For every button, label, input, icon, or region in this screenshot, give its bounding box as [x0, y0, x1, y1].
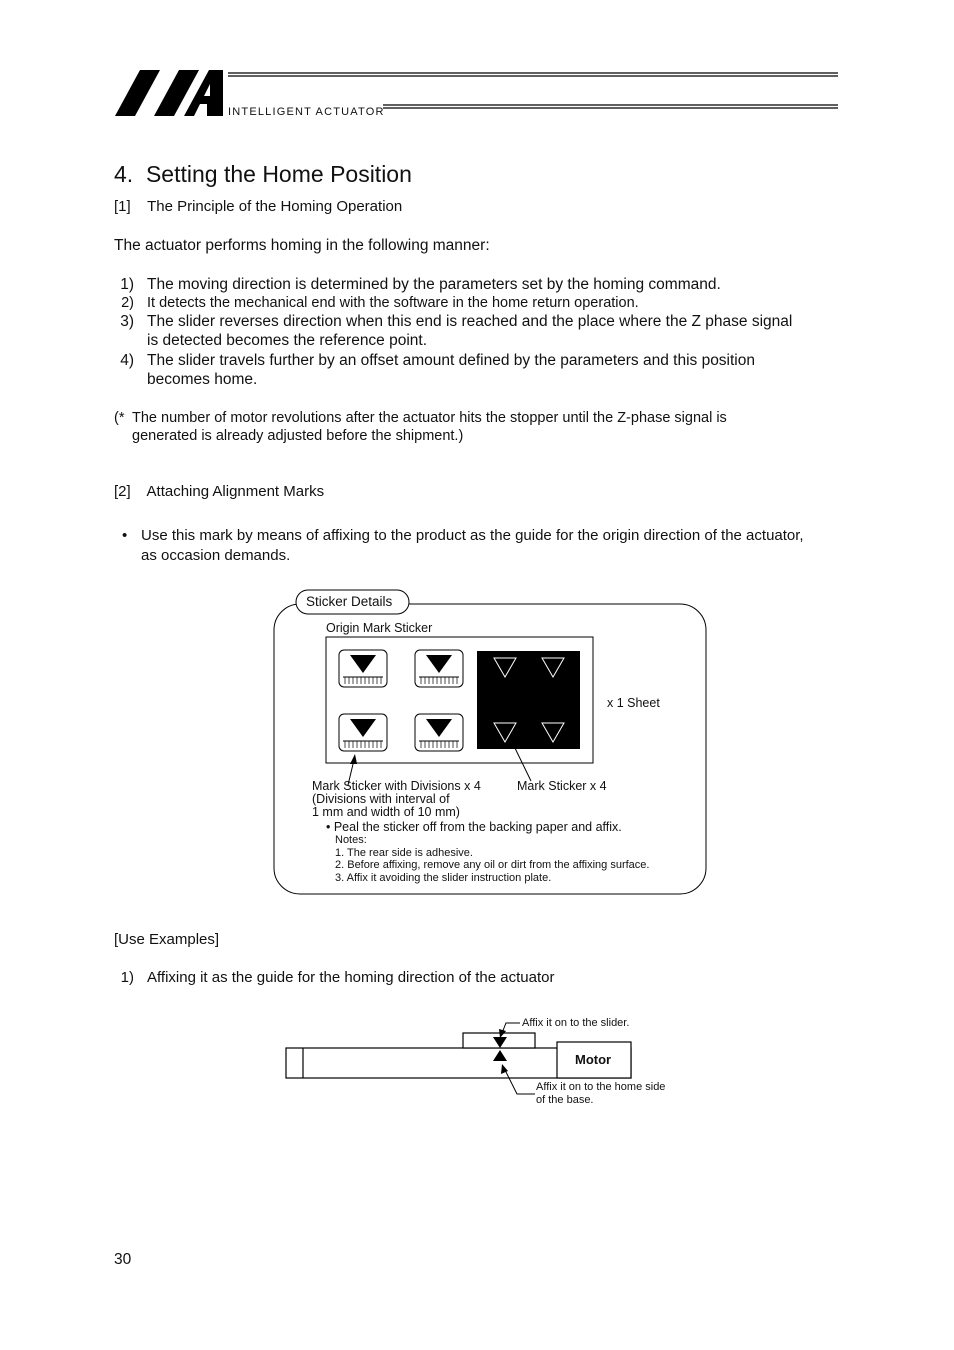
sticker-details-panel — [270, 586, 712, 898]
page-title: 4. Setting the Home Position — [114, 161, 412, 187]
division-sticker — [415, 650, 463, 687]
base-affix-label: Affix it on to the home side of the base. — [536, 1081, 666, 1106]
page-number: 30 — [114, 1251, 132, 1268]
sheet-count: x 1 Sheet — [607, 696, 660, 710]
peel-instruction: • Peal the sticker off from the backing paper and affix. — [326, 820, 622, 834]
mark-sticker-label: Mark Sticker x 4 — [517, 779, 607, 793]
slider-affix-label: Affix it on to the slider. — [522, 1017, 630, 1029]
origin-mark-label: Origin Mark Sticker — [326, 621, 433, 635]
divisions-label: Mark Sticker with Divisions x 4 (Divisions with interval of 1 mm and width of 10 mm) — [312, 779, 481, 819]
subsection-title-1: [1] The Principle of the Homing Operation — [114, 198, 403, 215]
logo-text: INTELLIGENT ACTUATOR — [228, 106, 385, 118]
division-sticker — [339, 714, 387, 751]
intro-text: The actuator performs homing in the following manner: — [114, 237, 490, 254]
motor-label: Motor — [575, 1052, 612, 1067]
header-logo — [110, 66, 840, 122]
use-examples-title: [Use Examples] — [114, 931, 220, 948]
sticker-details-tab: Sticker Details — [306, 594, 393, 609]
subsection-title-2: [2] Attaching Alignment Marks — [114, 483, 325, 500]
actuator-diagram — [280, 1012, 700, 1112]
mark-sticker-block — [477, 651, 580, 749]
sticker-notes: Notes: 1. The rear side is adhesive. 2. Before affixing, remove any oil or dirt from the affixing surface. 3. Affix it avoiding the slider instruction plate. — [335, 834, 650, 884]
division-sticker — [339, 650, 387, 687]
bullet-icon: • — [122, 527, 128, 544]
iai-logo-icon — [110, 66, 840, 122]
division-sticker — [415, 714, 463, 751]
